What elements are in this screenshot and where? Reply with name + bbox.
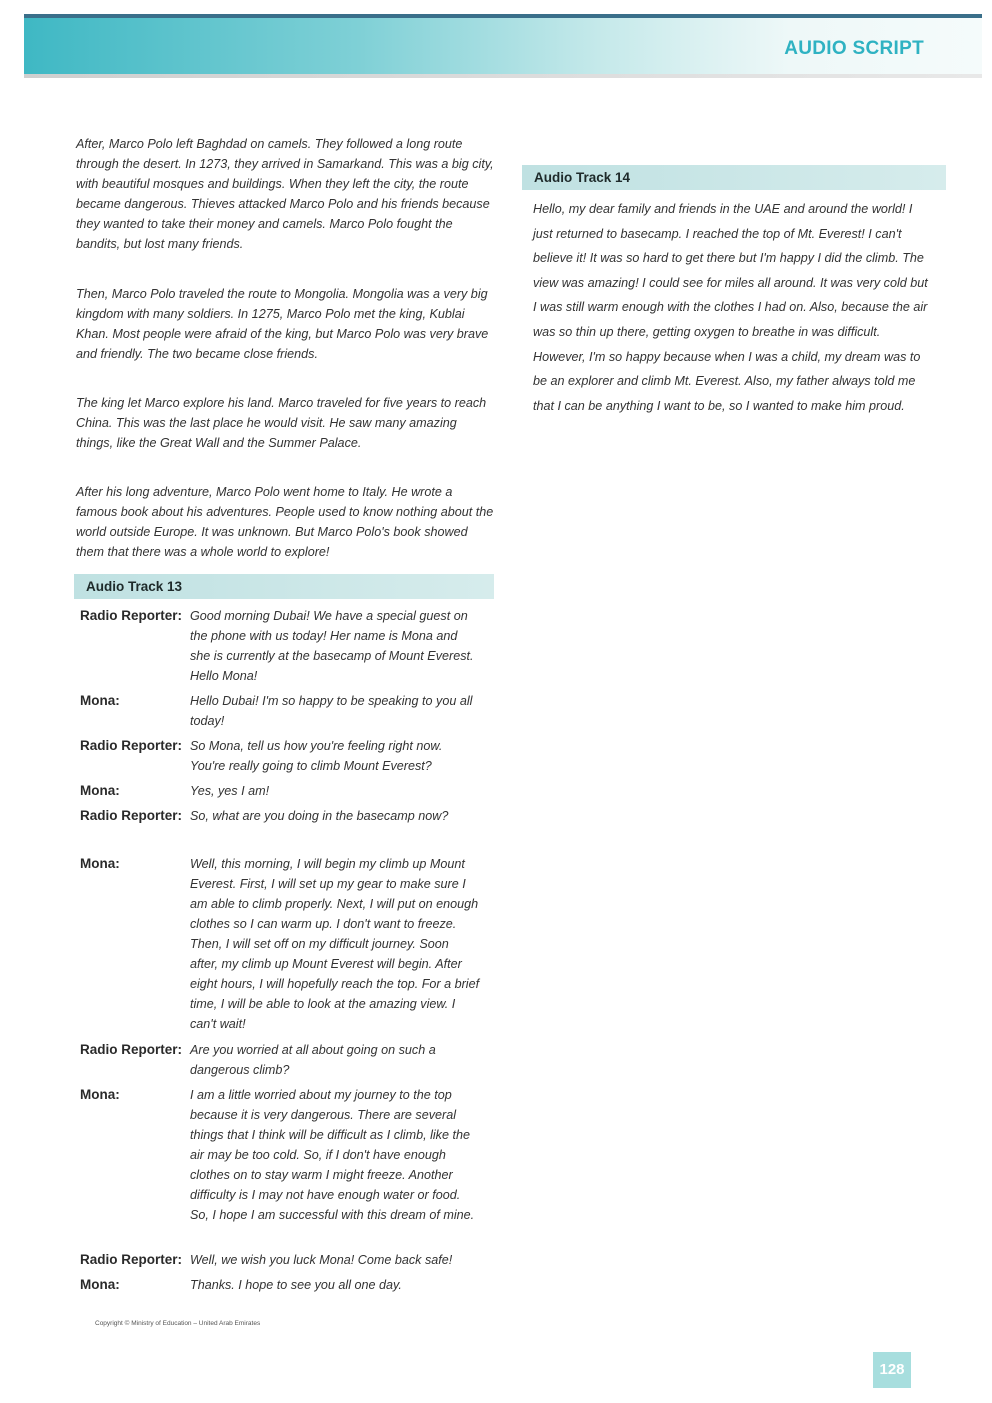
speaker-label: Radio Reporter:	[80, 608, 183, 623]
dialogue-line: Good morning Dubai! We have a special guest on the phone with us today! Her name is Mona and she is currently at the basecamp of Mount Everest. Hello Mona!	[190, 609, 474, 683]
dialogue-line: Thanks. I hope to see you all one day.	[190, 1278, 402, 1292]
audio-track-14-heading: Audio Track 14	[522, 165, 946, 190]
speaker-label: Radio Reporter:	[80, 1252, 183, 1267]
story-paragraph: Then, Marco Polo traveled the route to Mongolia. Mongolia was a very big kingdom with many soldiers. In 1275, Marco Polo met the king, Kublai Khan. Most people were afraid of the king, but Marco Polo was very brave and friendly. The two became close friends.	[76, 287, 489, 361]
dialogue-line: Well, this morning, I will begin my climb up Mount Everest. First, I will set up my gear to make sure I am able to climb properly. Next, I will put on enough clothes so I can warm up. I don't want to freeze. Then, I will set off on my difficult journey. Soon after, my climb up Mount Everest will begin. After eight hours, I will hopefully reach the top. For a brief time, I will be able to look at the amazing view. I can't wait!	[190, 857, 480, 1031]
dialogue-line: I am a little worried about my journey to the top because it is very dangerous. There are several things that I think will be difficult as I climb, like the air may be too cold. So, if I don't have enough clothes on to stay warm I might freeze. Another difficulty is I may not have enough water or food. So, I hope I am successful with this dream of mine.	[190, 1088, 475, 1222]
dialogue-line: So Mona, tell us how you're feeling right now. You're really going to climb Mount Everest?	[190, 739, 443, 773]
speaker-label: Mona:	[80, 856, 120, 871]
header-shadow	[24, 74, 982, 78]
speaker-label: Mona:	[80, 1277, 120, 1292]
speaker-label: Mona:	[80, 693, 120, 708]
page-title: AUDIO SCRIPT	[784, 38, 924, 59]
speaker-label: Radio Reporter:	[80, 1042, 183, 1057]
story-paragraph: The king let Marco explore his land. Marco traveled for five years to reach China. This was the last place he would visit. He saw many amazing things, like the Great Wall and the Summer Palace.	[76, 396, 487, 450]
speaker-label: Radio Reporter:	[80, 738, 183, 753]
audio-track-14-text: Hello, my dear family and friends in the UAE and around the world! I just returned to basecamp. I reached the top of Mt. Everest! I can't believe it! It was so hard to get there but I'm happy I did the climb. The view was amazing! I could see for miles all around. It was very cold but I was still warm enough with the clothes I had on. Also, because the air was so thin up there, getting oxygen to breathe in was difficult. However, I'm so happy because when I was a child, my dream was to be an explorer and climb Mt. Everest. Also, my father always told me that I can be anything I want to be, so I wanted to make him proud.	[533, 202, 928, 413]
story-paragraph: After, Marco Polo left Baghdad on camels. They followed a long route through the desert. In 1273, they arrived in Samarkand. This was a big city, with beautiful mosques and buildings. When they left the city, the route became dangerous. Thieves attacked Marco Polo and his friends because they wanted to take their money and camels. Marco Polo fought the bandits, but lost many friends.	[76, 137, 494, 251]
dialogue-line: Yes, yes I am!	[190, 784, 270, 798]
speaker-label: Mona:	[80, 1087, 120, 1102]
audio-track-13-heading: Audio Track 13	[74, 574, 494, 599]
dialogue-line: Hello Dubai! I'm so happy to be speaking to you all today!	[190, 694, 473, 728]
dialogue-line: Are you worried at all about going on such a dangerous climb?	[190, 1043, 436, 1077]
dialogue-line: Well, we wish you luck Mona! Come back safe!	[190, 1253, 453, 1267]
story-paragraph: After his long adventure, Marco Polo went home to Italy. He wrote a famous book about his adventures. People used to know nothing about the world outside Europe. It was unknown. But Marco Polo's book showed them that there was a whole world to explore!	[76, 485, 494, 559]
copyright-notice: Copyright © Ministry of Education – United Arab Emirates	[95, 1320, 261, 1327]
speaker-label: Radio Reporter:	[80, 808, 183, 823]
dialogue-line: So, what are you doing in the basecamp now?	[190, 809, 449, 823]
speaker-label: Mona:	[80, 783, 120, 798]
page-number: 128	[873, 1352, 911, 1388]
